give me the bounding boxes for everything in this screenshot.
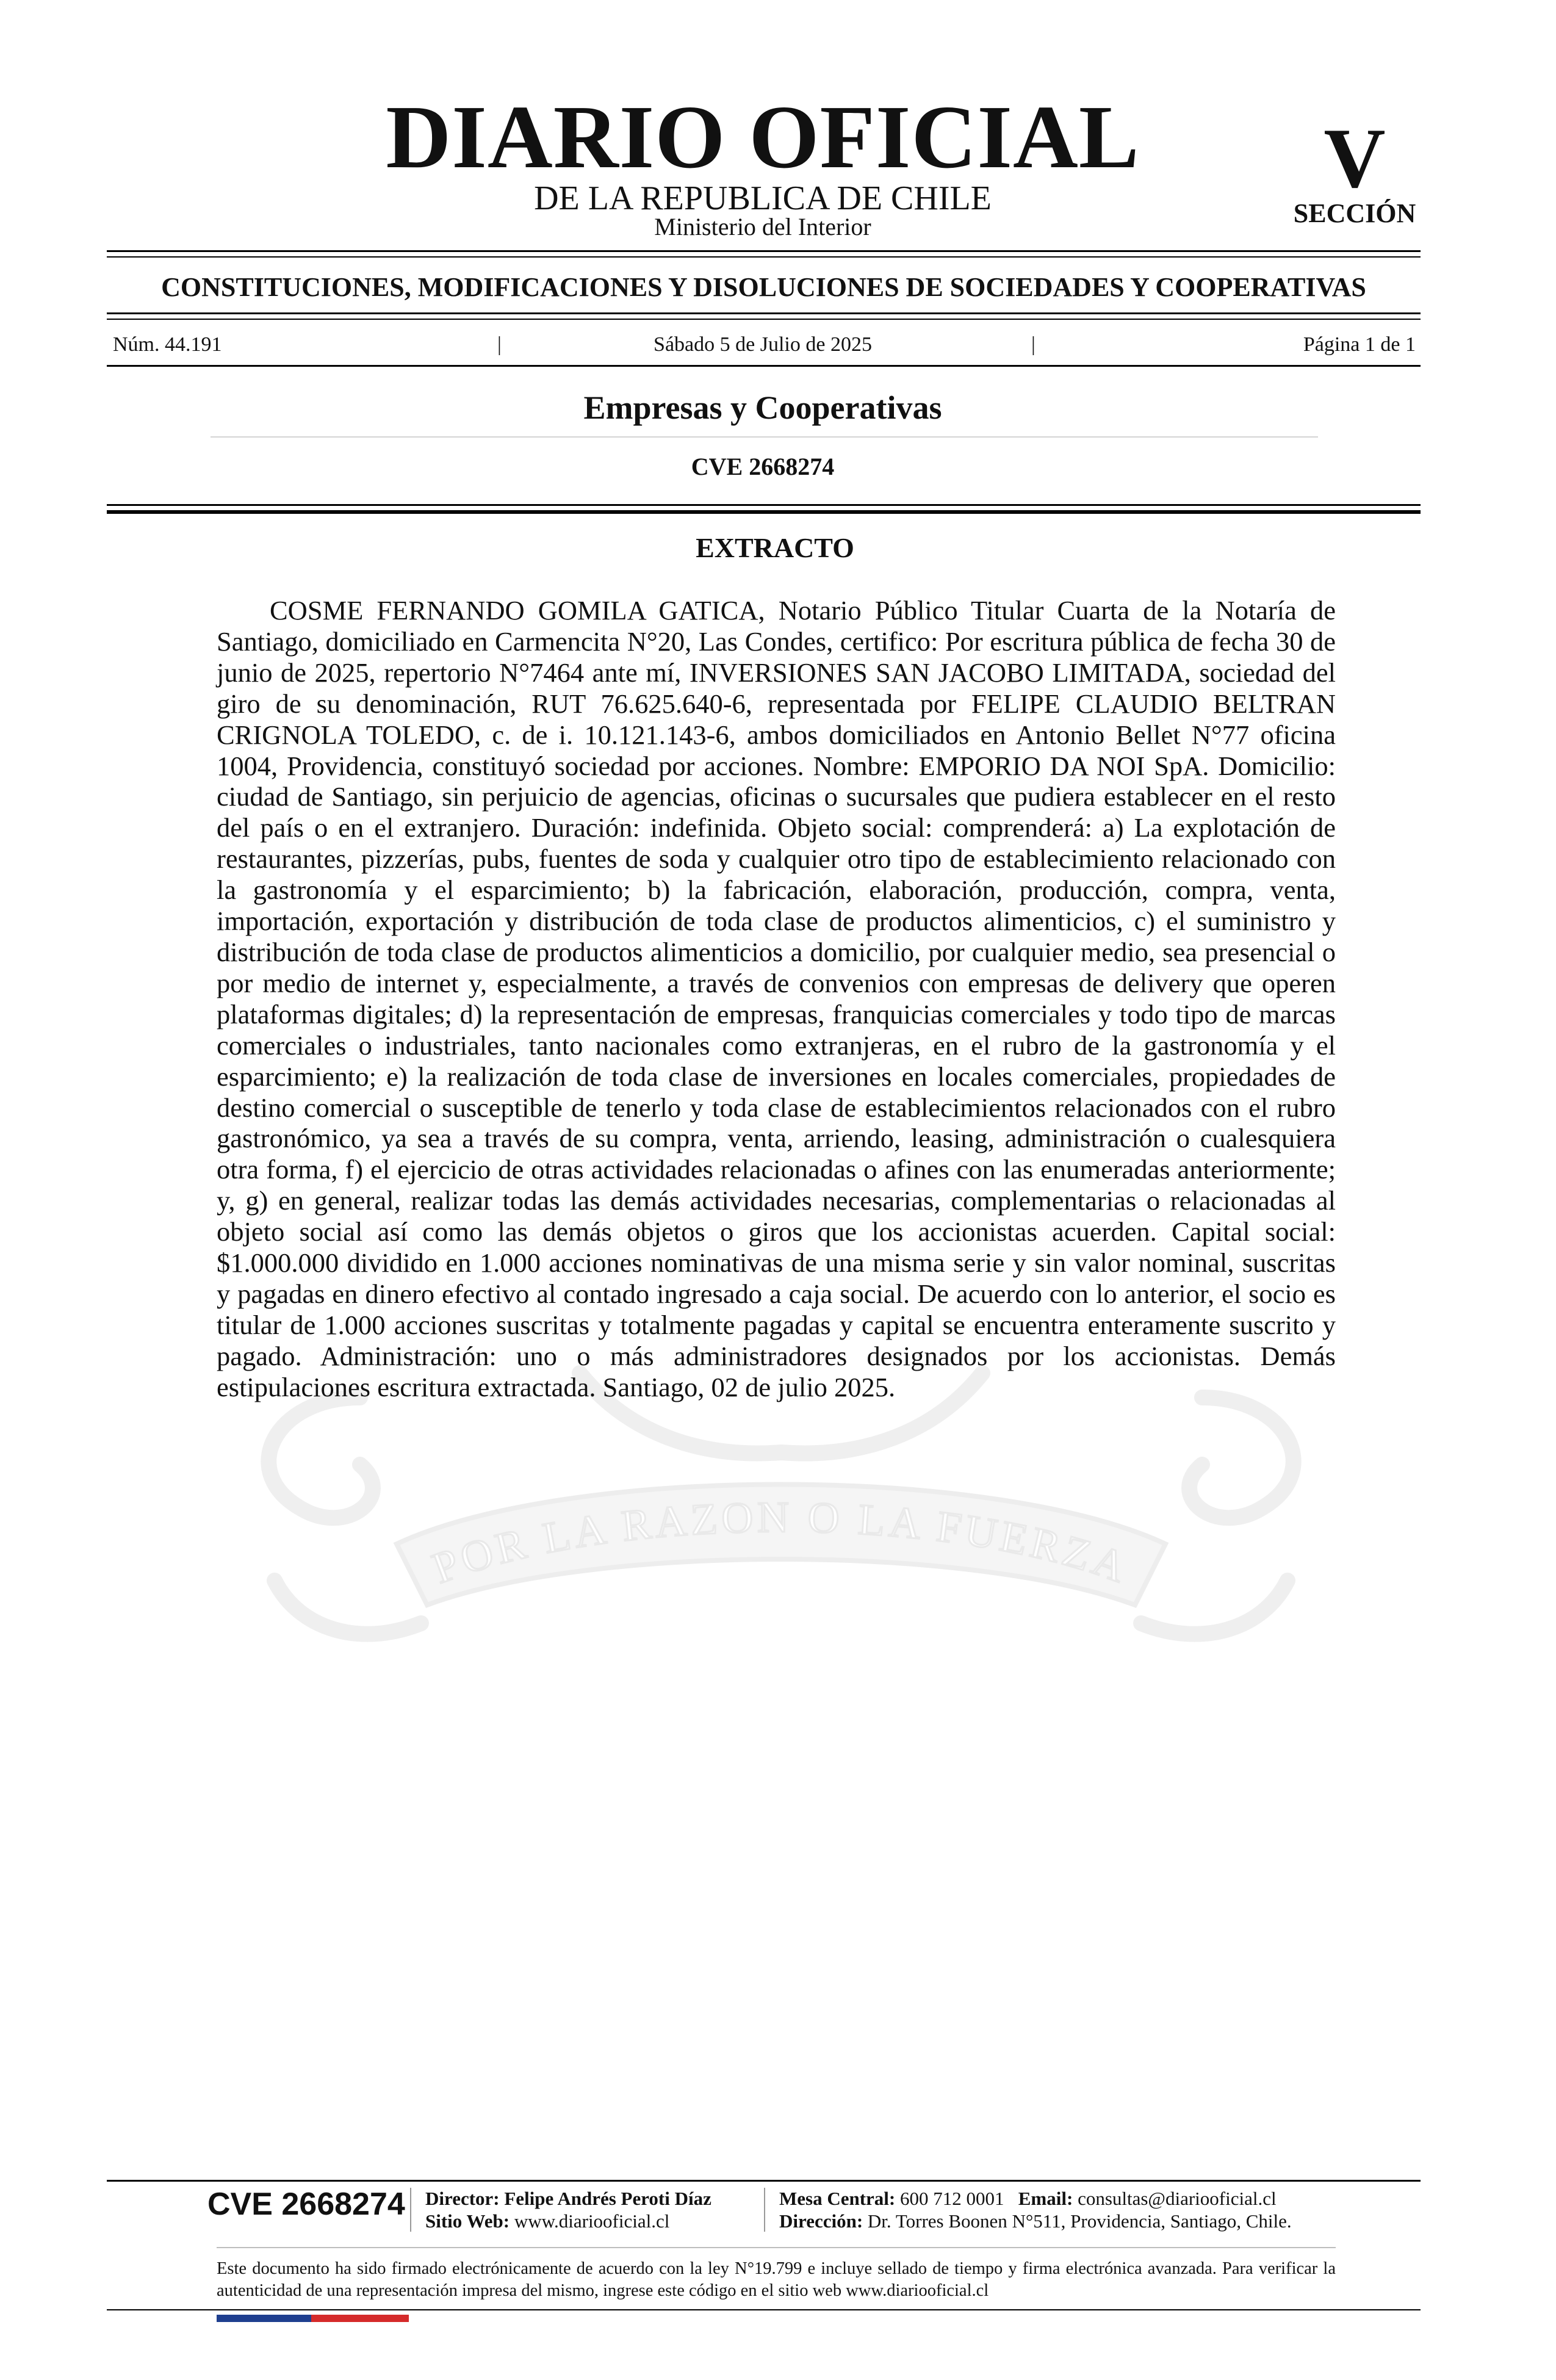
- footer-rule: [107, 2180, 1421, 2182]
- info-separator: |: [497, 333, 502, 356]
- document-title: EXTRACTO: [696, 532, 854, 563]
- footer-divider: [410, 2188, 411, 2232]
- footer-divider: [764, 2188, 765, 2232]
- section-word: SECCIÓN: [1293, 198, 1416, 228]
- footer-address: Dirección: Dr. Torres Boonen N°511, Providencia, Santiago, Chile.: [779, 2210, 1292, 2232]
- website-link[interactable]: www.diariooficial.cl: [514, 2210, 670, 2232]
- cve-code: CVE 2668274: [691, 453, 835, 480]
- divider-rule: [107, 250, 1421, 252]
- watermark-motto: POR LA RAZON O LA FUERZA: [426, 1492, 1136, 1593]
- footer-director: Director: Felipe Andrés Peroti Díaz: [425, 2188, 711, 2209]
- document-body: COSME FERNANDO GOMILA GATICA, Notario Público Titular Cuarta de la Notaría de Santiago, domiciliado en Carmencita N°20, Las Condes, certifico: Por escritura pública de fecha 30 de junio de 2025, repertorio N°7464 ante mí, INVERSIONES SAN JACOBO LIMITADA, sociedad del giro de su denominación, RUT 76.625.640-6, representada por FELIPE CLAUDIO BELTRAN CRIGNOLA TOLEDO, c. de i. 10.121.143-6, ambos domiciliados en Antonio Bellet N°77 oficina 1004, Providencia, constituyó sociedad por acciones. Nombre: EMPORIO DA NOI SpA. Domicilio: ciudad de Santiago, sin perjuicio de agencias, oficinas o sucursales que pudiera establecer en el resto del país o en el extranjero. Duración: indefinida. Objeto social: comprenderá: a) La explotación de restaurantes, pizzerías, pubs, fuentes de soda y cualquier otro tipo de establecimiento relacionado con la gastronomía y el esparcimiento; b) la fabricación, elaboración, producción, compra, venta, importación, exportación y distribución de toda clase de productos alimenticios, c) el suministro y distribución de toda clase de productos alimenticios a domicilio, por cualquier medio, sea presencial o por medio de internet y, especialmente, a través de convenios con empresas de delivery que operen plataformas digitales; d) la representación de empresas, franquicias comerciales y todo tipo de marcas comerciales o industriales, tanto nacionales como extranjeras, en el rubro de la gastronomía y el esparcimiento; e) la realización de toda clase de inversiones en locales comerciales, propiedades de destino comercial o susceptible de tenerlo y toda clase de establecimientos relacionados con el rubro gastronómico, ya sea a través de su compra, venta, arriendo, leasing, administración o cualesquiera otra forma, f) el ejercicio de otras actividades relacionadas o afines con las enumeradas anteriormente; y, g) en general, realizar todas las demás actividades necesarias, complementarias o relacionadas al objeto social así como las demás objetos o giros que los accionistas acuerden. Capital social: $1.000.000 dividido en 1.000 acciones nominativas de una misma serie y sin valor nominal, suscritas y pagadas en dinero efectivo al contado ingresado a caja social. De acuerdo con lo anterior, el socio es titular de 1.000 acciones suscritas y totalmente pagadas y capital se encuentra enteramente suscrito y pagado. Administración: uno o más administradores designados por los accionistas. Demás estipulaciones escritura extractada. Santiago, 02 de julio 2025.: [217, 595, 1336, 1402]
- divider-rule: [107, 504, 1421, 506]
- newspaper-subtitle: DE LA REPUBLICA DE CHILE: [534, 179, 992, 217]
- footer-rule: [107, 2309, 1421, 2310]
- divider-rule: [107, 312, 1421, 314]
- category-heading: CONSTITUCIONES, MODIFICACIONES Y DISOLUCIONES DE SOCIEDADES Y COOPERATIVAS: [161, 272, 1366, 302]
- footer-website: Sitio Web: www.diariooficial.cl: [425, 2210, 670, 2232]
- info-separator: |: [1031, 333, 1036, 356]
- issue-date: Sábado 5 de Julio de 2025: [654, 333, 872, 356]
- divider-rule: [107, 365, 1421, 367]
- divider-rule: [107, 319, 1421, 320]
- footer-contact: Mesa Central: 600 712 0001 Email: consultas@diariooficial.cl: [779, 2188, 1277, 2209]
- newspaper-title: DIARIO OFICIAL: [386, 87, 1140, 187]
- flag-stripe-red: [311, 2315, 409, 2322]
- section-title: Empresas y Cooperativas: [583, 389, 942, 426]
- divider-rule: [107, 256, 1421, 258]
- email-link[interactable]: consultas@diariooficial.cl: [1078, 2188, 1277, 2209]
- page-indicator: Página 1 de 1: [1303, 333, 1416, 356]
- coat-of-arms-watermark: [201, 1361, 1361, 1678]
- thin-divider: [217, 2247, 1336, 2248]
- section-letter: V: [1324, 111, 1386, 206]
- thin-divider: [211, 436, 1318, 438]
- flag-stripe-blue: [217, 2315, 311, 2322]
- footer-cve-code: CVE 2668274: [207, 2187, 405, 2222]
- signature-note: Este documento ha sido firmado electrónicamente de acuerdo con la ley N°19.799 e incluye sellado de tiempo y firma electrónica avanzada. Para verificar la autenticidad de una representación impresa del mismo, ingrese este código en el sitio web www.diariooficial.cl: [217, 2259, 1336, 2300]
- issue-number: Núm. 44.191: [113, 333, 222, 356]
- divider-rule: [107, 510, 1421, 514]
- ministry-label: Ministerio del Interior: [654, 213, 871, 240]
